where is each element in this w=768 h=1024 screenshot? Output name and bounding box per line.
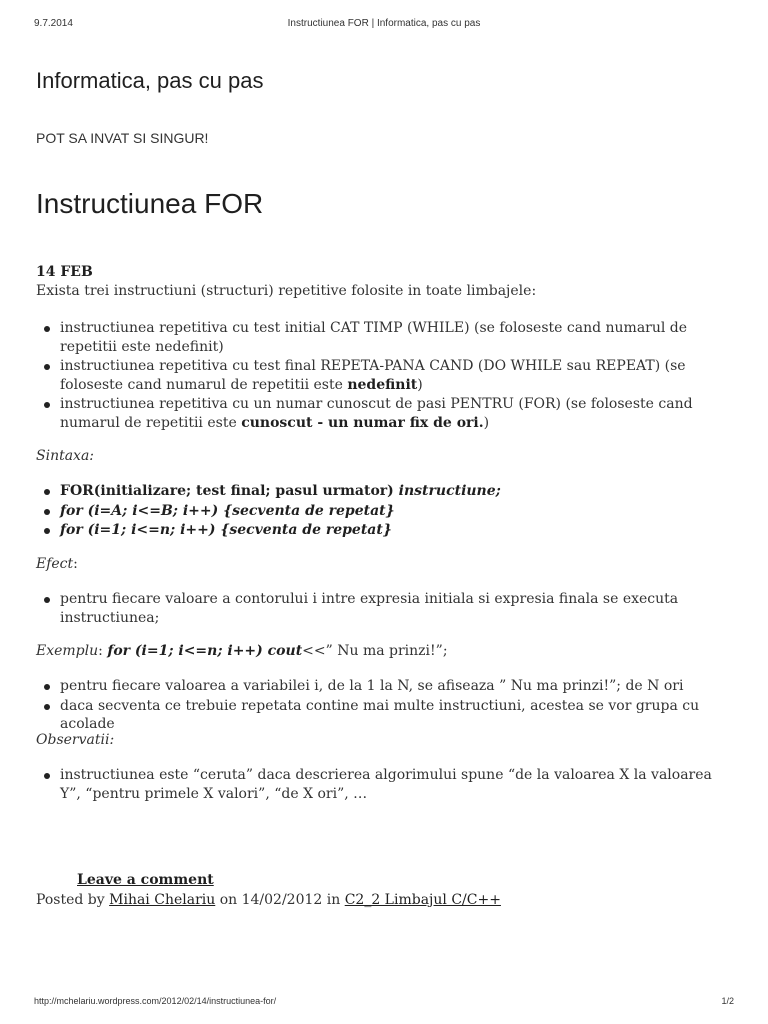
bullet-icon xyxy=(44,364,50,370)
list-item: for (i=A; i<=B; i++) {secventa de repetat} xyxy=(36,502,736,521)
list-item: instructiunea repetitiva cu test final REPETA-PANA CAND (DO WHILE sau REPEAT) (se foloseste cand numarul de repetitii este nedefinit) xyxy=(36,357,736,394)
list-item: daca secventa ce trebuie repetata contine mai multe instructiuni, acestea se vor grupa cu acolade xyxy=(36,697,736,734)
category-link[interactable]: C2_2 Limbajul C/C++ xyxy=(344,892,501,908)
list-item: instructiunea repetitiva cu test initial CAT TIMP (WHILE) (se foloseste cand numarul de repetitii este nedefinit) xyxy=(36,319,736,356)
bullet-icon xyxy=(44,326,50,332)
site-title-link[interactable]: Informatica, pas cu pas xyxy=(36,68,264,93)
leave-comment-link[interactable]: Leave a comment xyxy=(77,872,214,888)
list-item: pentru fiecare valoarea a variabilei i, de la 1 la N, se afiseaza ” Nu ma prinzi!”; de N ori xyxy=(36,677,736,696)
post-meta: Posted by Mihai Chelariu on 14/02/2012 in C2_2 Limbajul C/C++ xyxy=(36,892,501,908)
bullet-icon xyxy=(44,773,50,779)
list-item: FOR(initializare; test final; pasul urmator) instructiune; xyxy=(36,482,736,501)
syntax-label: Sintaxa: xyxy=(36,448,95,464)
example-line: Exemplu: for (i=1; i<=n; i++) cout<<” Nu ma prinzi!”; xyxy=(36,643,448,659)
author-link[interactable]: Mihai Chelariu xyxy=(109,892,216,908)
list-item: instructiunea repetitiva cu un numar cunoscut de pasi PENTRU (FOR) (se foloseste cand numarul de repetitii este cunoscut - un numar fix de ori.) xyxy=(36,395,736,432)
bullet-icon xyxy=(44,489,50,495)
example-notes-list xyxy=(36,677,736,735)
post-title[interactable]: Instructiunea FOR xyxy=(36,188,264,219)
bullet-icon xyxy=(44,597,50,603)
list-item: for (i=1; i<=n; i++) {secventa de repetat} xyxy=(36,521,736,540)
list-item: instructiunea este “ceruta” daca descrierea algorimului spune “de la valoarea X la valoarea Y”, “pentru primele X valori”, “de X ori”, … xyxy=(36,766,736,803)
observations-label: Observatii: xyxy=(36,732,115,748)
post-date: 14 FEB xyxy=(36,264,93,280)
effect-list xyxy=(36,590,696,628)
effect-label: Efect: xyxy=(36,556,78,572)
print-page-number: 1/2 xyxy=(721,996,734,1006)
print-page-title: Instructiunea FOR | Informatica, pas cu pas xyxy=(287,18,481,29)
list-item: pentru fiecare valoare a contorului i intre expresia initiala si expresia finala se executa instructiunea; xyxy=(36,590,696,627)
bullet-icon xyxy=(44,509,50,515)
observations-list xyxy=(36,766,736,804)
bullet-icon xyxy=(44,704,50,710)
bullet-icon xyxy=(44,684,50,690)
site-tagline: POT SA INVAT SI SINGUR! xyxy=(36,130,209,146)
bullet-icon xyxy=(44,528,50,534)
print-date: 9.7.2014 xyxy=(34,18,73,29)
syntax-list xyxy=(36,482,736,541)
intro-paragraph: Exista trei instructiuni (structuri) repetitive folosite in toate limbajele: xyxy=(36,283,537,299)
loop-types-list xyxy=(36,319,736,433)
print-url: http://mchelariu.wordpress.com/2012/02/14/instructiunea-for/ xyxy=(34,996,277,1006)
bullet-icon xyxy=(44,402,50,408)
